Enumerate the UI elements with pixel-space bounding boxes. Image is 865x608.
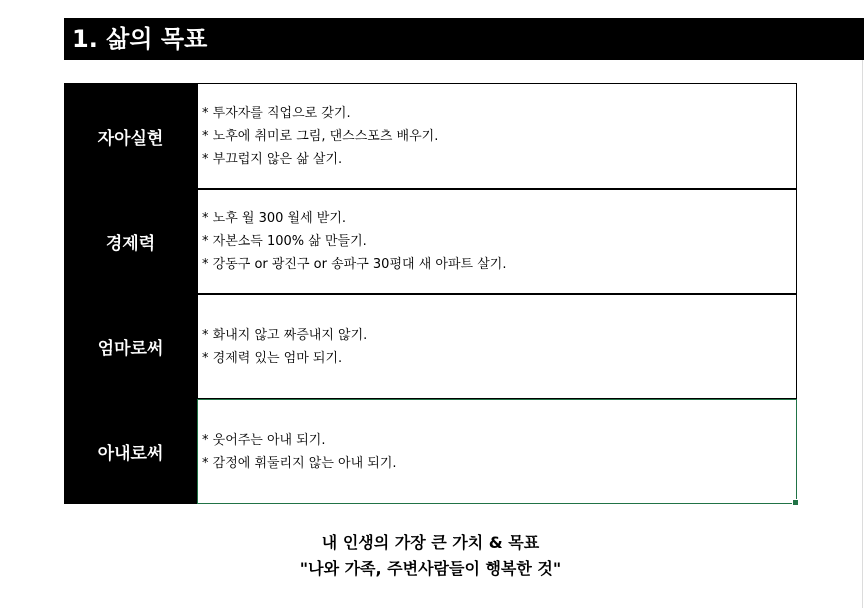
- row-label-self-realization[interactable]: 자아실현: [64, 83, 197, 189]
- goal-cell-as-wife-selected[interactable]: [197, 399, 797, 504]
- goal-item: * 화내지 않고 짜증내지 않기.: [202, 327, 368, 343]
- goal-row-as-wife: [64, 399, 797, 504]
- goal-row-financial: [64, 189, 797, 294]
- row-label-as-mother[interactable]: 엄마로써: [64, 294, 197, 399]
- column-gridline: [862, 60, 863, 608]
- life-goals-table: [64, 83, 797, 504]
- goal-row-self-realization: [64, 83, 797, 189]
- goal-item: * 투자자를 직업으로 갖기.: [202, 105, 351, 121]
- goal-item: * 경제력 있는 엄마 되기.: [202, 350, 343, 366]
- fill-handle[interactable]: [792, 499, 799, 506]
- core-value-quote: "나와 가족, 주변사람들이 행복한 것": [299, 559, 562, 578]
- goal-item: * 노후 월 300 월세 받기.: [202, 211, 347, 226]
- goal-cell-as-mother[interactable]: [197, 294, 797, 399]
- row-label-financial[interactable]: 경제력: [64, 189, 197, 294]
- goal-cell-self-realization[interactable]: [197, 83, 797, 189]
- core-value-heading: 내 인생의 가장 큰 가치 & 목표: [321, 533, 540, 552]
- goal-item: * 감정에 휘둘리지 않는 아내 되기.: [202, 455, 397, 471]
- goal-row-as-mother: [64, 294, 797, 399]
- row-label-as-wife[interactable]: 아내로써: [64, 399, 197, 504]
- goal-item: * 자본소득 100% 삶 만들기.: [202, 234, 367, 249]
- goal-item: * 노후에 취미로 그림, 댄스스포츠 배우기.: [202, 128, 439, 144]
- section-title: 1. 삶의 목표: [64, 18, 864, 60]
- goal-cell-financial[interactable]: [197, 189, 797, 294]
- goal-item: * 부끄럽지 않은 삶 살기.: [202, 151, 343, 167]
- goal-item: * 웃어주는 아내 되기.: [202, 432, 326, 448]
- core-value-statement: [64, 530, 797, 582]
- goal-item: * 강동구 or 광진구 or 송파구 30평대 새 아파트 살기.: [202, 257, 507, 272]
